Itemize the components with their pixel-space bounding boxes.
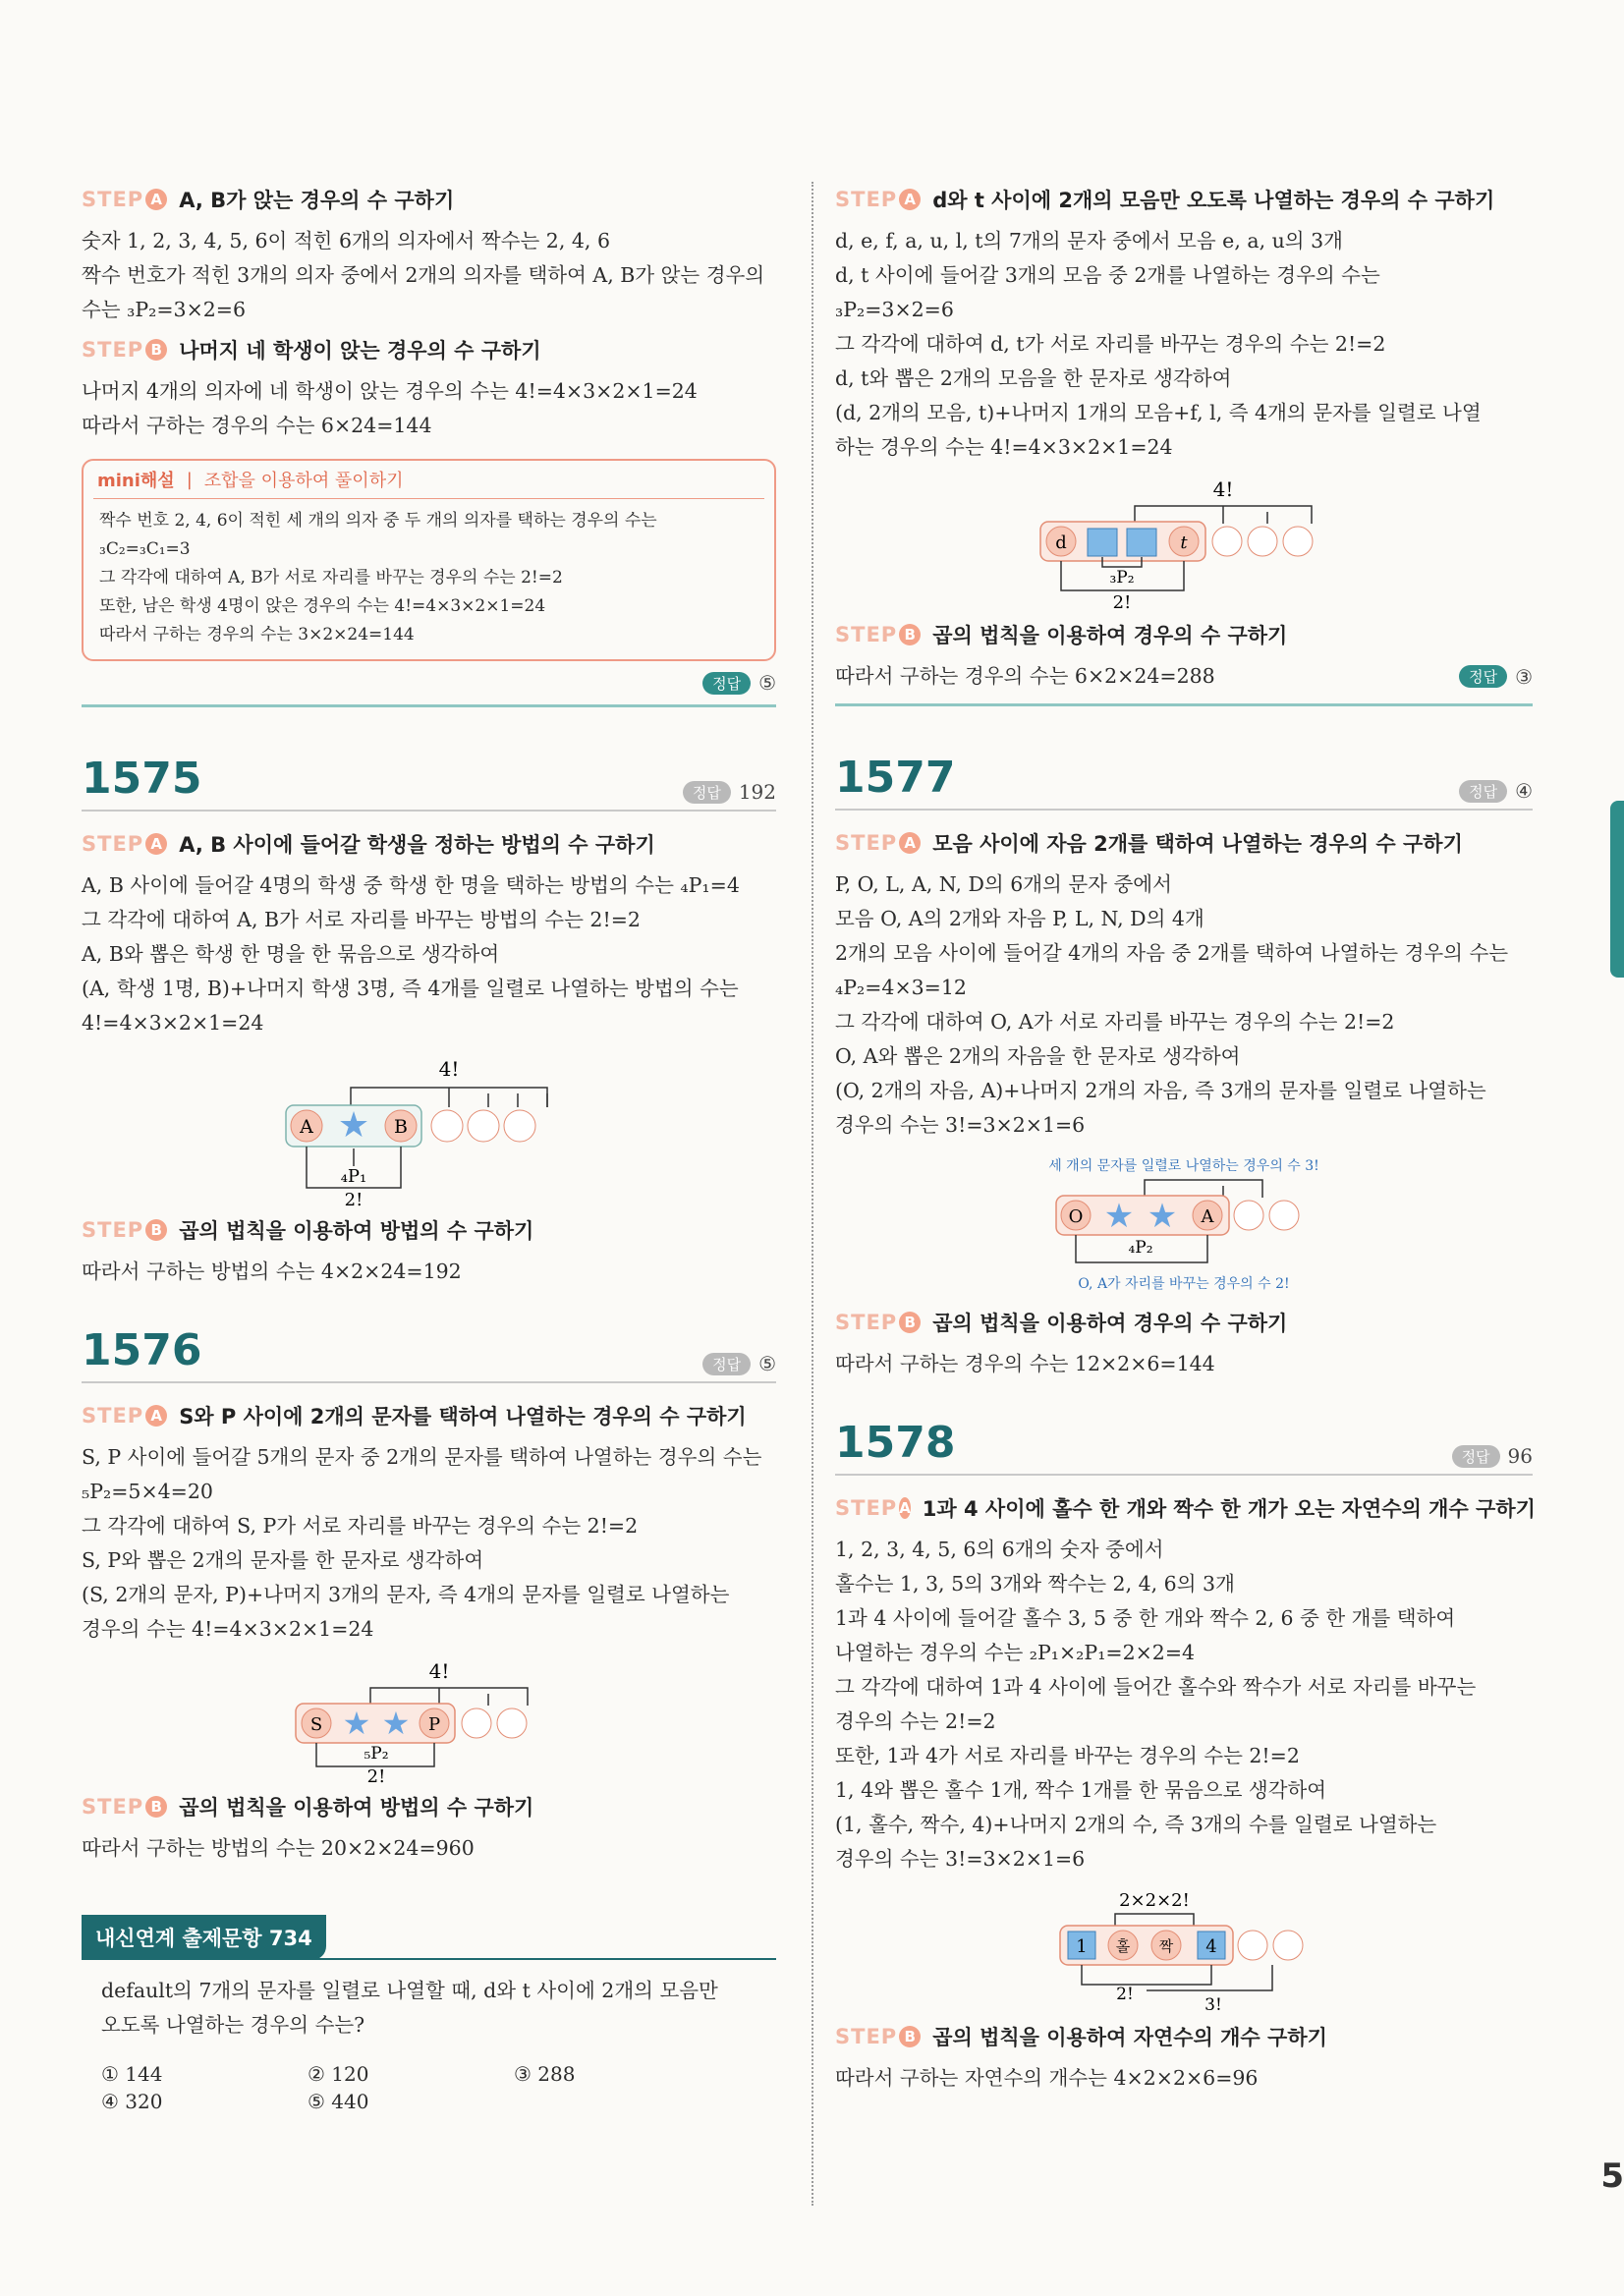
problem-number: 1578	[835, 1418, 956, 1468]
problem-1575	[82, 755, 776, 1289]
cell-label: 1	[1076, 1936, 1088, 1957]
diagram-sub-label: ₃P₂	[1109, 568, 1135, 588]
vowel-box	[1127, 529, 1156, 556]
cell-label: S	[309, 1714, 322, 1735]
choice-item[interactable]: ⑤ 440	[308, 2090, 369, 2113]
bracket-ticks	[488, 1093, 547, 1107]
cell-label: 짝	[1158, 1937, 1174, 1955]
diagram-bottom-label: 2!	[366, 1766, 385, 1784]
mini-explanation-box	[82, 459, 776, 661]
diagram-top-label: 4!	[428, 1659, 449, 1683]
text-line: ₄P₂=4×3=12	[835, 976, 967, 999]
answer-badge: 정답 ⑤	[702, 1352, 776, 1375]
text-line: S, P와 뽑은 2개의 문자를 한 문자로 생각하여	[82, 1548, 484, 1572]
empty-circle	[1269, 1201, 1299, 1230]
cell-label: A	[299, 1116, 313, 1138]
mini-line: 따라서 구하는 경우의 수는 3×2×24=144	[99, 625, 415, 644]
text-line: 경우의 수는 3!=3×2×1=6	[835, 1847, 1086, 1871]
text-line: d, t와 뽑은 2개의 모음을 한 문자로 생각하여	[835, 366, 1232, 390]
diagram-top-label: 4!	[438, 1057, 459, 1081]
problem-number: 1576	[82, 1325, 202, 1375]
page-number: 5	[1600, 2156, 1624, 2196]
text-line: 그 각각에 대하여 d, t가 서로 자리를 바꾸는 경우의 수는 2!=2	[835, 332, 1386, 356]
step-b-heading: STEP B 나머지 네 학생이 앉는 경우의 수 구하기	[82, 338, 541, 363]
empty-circle	[462, 1708, 491, 1738]
text-line: 4!=4×3×2×1=24	[82, 1011, 264, 1035]
empty-circle	[1212, 527, 1242, 556]
text-line: 그 각각에 대하여 A, B가 서로 자리를 바꾸는 방법의 수는 2!=2	[82, 908, 641, 931]
text-line: 나머지 4개의 의자에 네 학생이 앉는 경우의 수는 4!=4×3×2×1=24	[82, 379, 698, 403]
diagram-bottom-label: 2!	[1112, 592, 1132, 612]
step-a-badge: A	[145, 189, 167, 210]
mini-explanation-header: mini해설 | 조합을 이용하여 풀이하기	[97, 469, 404, 491]
cell-label: d	[1055, 532, 1067, 553]
text-line: ₃P₂=3×2=6	[835, 298, 954, 321]
text-line: 1, 4와 뽑은 홀수 1개, 짝수 1개를 한 묶음으로 생각하여	[835, 1778, 1327, 1802]
text-line: 홀수는 1, 3, 5의 3개와 짝수는 2, 4, 6의 3개	[835, 1572, 1235, 1596]
text-line: 나열하는 경우의 수는 ₂P₁×₂P₁=2×2=4	[835, 1641, 1196, 1664]
text-line: ₅P₂=5×4=20	[82, 1480, 213, 1503]
choice-item[interactable]: ③ 288	[514, 2062, 576, 2086]
diagram-sub-label: ₄P₁	[340, 1166, 366, 1187]
empty-circle	[468, 1110, 499, 1142]
column-divider	[812, 182, 813, 2206]
text-line: A, B 사이에 들어갈 4명의 학생 중 학생 한 명을 택하는 방법의 수는 ₄P₁=4	[82, 873, 740, 897]
empty-circle	[504, 1110, 535, 1142]
text-line: (1, 홀수, 짝수, 4)+나머지 2개의 수, 즉 3개의 수를 일렬로 나열하는	[835, 1813, 1437, 1836]
mini-line: 짝수 번호 2, 4, 6이 적힌 세 개의 의자 중 두 개의 의자를 택하는 경우의 수는	[99, 511, 657, 531]
text-line: 2개의 모음 사이에 들어갈 4개의 자음 중 2개를 택하여 나열하는 경우의 수는	[835, 941, 1509, 965]
text-line: 경우의 수는 2!=2	[835, 1709, 996, 1733]
step-b-heading: STEP B 곱의 법칙을 이용하여 자연수의 개수 구하기	[835, 2025, 1327, 2049]
text-line: 숫자 1, 2, 3, 4, 5, 6이 적힌 6개의 의자에서 짝수는 2, 4, 6	[82, 229, 610, 252]
text-line: 모음 O, A의 2개와 자음 P, L, N, D의 4개	[835, 907, 1204, 930]
diagram-sub-label: ₅P₂	[363, 1744, 389, 1764]
text-line: d, t 사이에 들어갈 3개의 모음 중 2개를 나열하는 경우의 수는	[835, 263, 1380, 287]
mini-explanation-body	[93, 498, 764, 649]
text-line: 따라서 구하는 경우의 수는 6×24=144	[82, 414, 432, 437]
bracket-outer	[1147, 1965, 1272, 1990]
solution-1576-related	[835, 185, 1533, 706]
cell-label: P	[427, 1714, 440, 1735]
text-line: (O, 2개의 자음, A)+나머지 2개의 자음, 즉 3개의 문자를 일렬로 나열하는	[835, 1079, 1486, 1102]
empty-circle	[1248, 527, 1277, 556]
arrangement-diagram-default	[1036, 475, 1331, 612]
bracket-bottom	[1082, 1965, 1211, 1985]
arrangement-diagram-1578	[1056, 1886, 1312, 2014]
choice-item[interactable]: ④ 320	[101, 2090, 163, 2113]
cell-label: O	[1068, 1206, 1084, 1227]
star-icon: ★	[342, 1705, 370, 1742]
text-line: 1, 2, 3, 4, 5, 6의 6개의 숫자 중에서	[835, 1538, 1164, 1561]
step-b-heading: STEP B 곱의 법칙을 이용하여 방법의 수 구하기	[82, 1218, 534, 1243]
mini-line: ₃C₂=₃C₁=3	[99, 539, 191, 559]
text-line: 따라서 구하는 경우의 수는 6×2×24=288	[835, 664, 1215, 688]
question-line: 오도록 나열하는 경우의 수는?	[101, 2013, 365, 2037]
section-rule	[82, 704, 776, 707]
diagram-top-label: 세 개의 문자를 일렬로 나열하는 경우의 수 3!	[1048, 1158, 1319, 1174]
step-b-badge: B	[145, 339, 167, 361]
step-a-heading: STEP A d와 t 사이에 2개의 모음만 오도록 나열하는 경우의 수 구하기	[835, 188, 1495, 212]
text-line: 수는 ₃P₂=3×2=6	[82, 298, 247, 321]
choice-item[interactable]: ② 120	[308, 2062, 369, 2086]
text-line: (S, 2개의 문자, P)+나머지 3개의 문자, 즉 4개의 문자를 일렬로 나열하는	[82, 1583, 730, 1606]
step-a-heading: STEP A A, B가 앉는 경우의 수 구하기	[82, 188, 455, 212]
cell-label: 홀	[1115, 1937, 1131, 1955]
left-column	[82, 177, 776, 2113]
text-line: 경우의 수는 4!=4×3×2×1=24	[82, 1617, 374, 1641]
choice-item[interactable]: ① 144	[101, 2062, 163, 2086]
arrangement-diagram-1575	[282, 1050, 577, 1207]
text-line: (A, 학생 1명, B)+나머지 학생 3명, 즉 4개를 일렬로 나열하는 방법의 수는	[82, 977, 739, 1000]
step-a-heading: STEP A S와 P 사이에 2개의 문자를 택하여 나열하는 경우의 수 구하기	[82, 1404, 747, 1428]
answer-badge: 정답 ⑤	[702, 671, 776, 695]
text-line: 또한, 1과 4가 서로 자리를 바꾸는 경우의 수는 2!=2	[835, 1744, 1300, 1767]
text-line: A, B와 뽑은 학생 한 명을 한 묶음으로 생각하여	[82, 942, 500, 966]
text-line: 따라서 구하는 경우의 수는 12×2×6=144	[835, 1352, 1215, 1375]
arrangement-diagram-1577	[1017, 1152, 1351, 1300]
right-column	[835, 177, 1536, 2096]
text-line: 따라서 구하는 자연수의 개수는 4×2×2×6=96	[835, 2066, 1259, 2090]
related-exam-question	[82, 1915, 776, 2113]
text-line: 그 각각에 대하여 1과 4 사이에 들어간 홀수와 짝수가 서로 자리를 바꾸는	[835, 1675, 1477, 1699]
text-line: O, A와 뽑은 2개의 자음을 한 문자로 생각하여	[835, 1044, 1241, 1068]
star-icon: ★	[1147, 1197, 1178, 1236]
problem-number: 1577	[835, 753, 956, 803]
diagram-sub-label: ₄P₂	[1128, 1238, 1153, 1258]
question-line: default의 7개의 문자를 일렬로 나열할 때, d와 t 사이에 2개의 모음만	[101, 1979, 718, 2002]
diagram-top-label: 4!	[1212, 477, 1234, 501]
step-b-heading: STEP B 곱의 법칙을 이용하여 경우의 수 구하기	[835, 623, 1288, 647]
text-line: 경우의 수는 3!=3×2×1=6	[835, 1113, 1086, 1137]
star-icon: ★	[381, 1705, 410, 1742]
related-question-bar: 내신연계 출제문항 734	[82, 1915, 326, 1960]
empty-circle	[1238, 1931, 1267, 1960]
solution-1574-continued	[82, 185, 776, 707]
text-line: d, e, f, a, u, l, t의 7개의 문자 중에서 모음 e, a, u의 3개	[835, 229, 1343, 252]
diagram-bottom-right-label: 3!	[1204, 1995, 1222, 2014]
text-line: P, O, L, A, N, D의 6개의 문자 중에서	[835, 872, 1172, 896]
answer-badge: 정답 192	[683, 780, 776, 804]
text-line: (d, 2개의 모음, t)+나머지 1개의 모음+f, l, 즉 4개의 문자를 일렬로 나열	[835, 401, 1482, 424]
answer-badge: 정답 ③	[1459, 665, 1533, 689]
cell-label: 4	[1205, 1936, 1217, 1957]
answer-badge: 정답 96	[1452, 1444, 1533, 1468]
empty-circle	[497, 1708, 527, 1738]
diagram-bottom-label: O, A가 자리를 바꾸는 경우의 수 2!	[1078, 1276, 1290, 1292]
empty-circle	[1234, 1201, 1263, 1230]
cell-label: B	[393, 1116, 408, 1138]
problem-number: 1575	[82, 754, 202, 804]
text-line: S, P 사이에 들어갈 5개의 문자 중 2개의 문자를 택하여 나열하는 경우의 수는	[82, 1445, 762, 1469]
text-line: 그 각각에 대하여 S, P가 서로 자리를 바꾸는 경우의 수는 2!=2	[82, 1514, 639, 1538]
star-icon: ★	[337, 1105, 369, 1146]
answer-badge: 정답 ④	[1459, 779, 1533, 803]
answer-choices	[101, 2062, 776, 2113]
diagram-top-label: 2×2×2!	[1119, 1890, 1190, 1911]
text-line: 따라서 구하는 방법의 수는 4×2×24=192	[82, 1260, 462, 1283]
vowel-box	[1088, 529, 1117, 556]
arrangement-diagram-1576	[292, 1656, 567, 1784]
mini-line: 또한, 남은 학생 4명이 앉은 경우의 수는 4!=4×3×2×1=24	[99, 596, 546, 616]
step-b-heading: STEP B 곱의 법칙을 이용하여 경우의 수 구하기	[835, 1311, 1288, 1335]
text-line: 1과 4 사이에 들어갈 홀수 3, 5 중 한 개와 짝수 2, 6 중 한 개를 택하여	[835, 1606, 1456, 1630]
empty-circle	[431, 1110, 463, 1142]
empty-circle	[1273, 1931, 1303, 1960]
cell-label: t	[1180, 532, 1188, 553]
text-line: 짝수 번호가 적힌 3개의 의자 중에서 2개의 의자를 택하여 A, B가 앉는 경우의	[82, 263, 765, 287]
step-a-heading: STEP A A, B 사이에 들어갈 학생을 정하는 방법의 수 구하기	[82, 832, 655, 857]
problem-1578	[835, 1418, 1536, 2096]
star-icon: ★	[1103, 1197, 1135, 1236]
empty-circle	[1283, 527, 1313, 556]
step-a-heading: STEP A 1과 4 사이에 홀수 한 개와 짝수 한 개가 오는 자연수의 개수 구하기	[835, 1496, 1536, 1521]
text-line: 하는 경우의 수는 4!=4×3×2×1=24	[835, 435, 1173, 459]
section-rule	[835, 703, 1533, 706]
cell-label: A	[1201, 1206, 1214, 1227]
problem-1576	[82, 1326, 776, 1866]
text-line: 따라서 구하는 방법의 수는 20×2×24=960	[82, 1836, 475, 1860]
step-a-heading: STEP A 모음 사이에 자음 2개를 택하여 나열하는 경우의 수 구하기	[835, 831, 1463, 856]
step-b-heading: STEP B 곱의 법칙을 이용하여 방법의 수 구하기	[82, 1795, 534, 1820]
problem-1577	[835, 754, 1533, 1381]
diagram-bottom-label: 2!	[344, 1190, 363, 1207]
chapter-tab	[1610, 801, 1624, 978]
text-line: 그 각각에 대하여 O, A가 서로 자리를 바꾸는 경우의 수는 2!=2	[835, 1010, 1395, 1034]
diagram-bottom-left-label: 2!	[1116, 1985, 1134, 2004]
mini-line: 그 각각에 대하여 A, B가 서로 자리를 바꾸는 경우의 수는 2!=2	[99, 568, 563, 588]
